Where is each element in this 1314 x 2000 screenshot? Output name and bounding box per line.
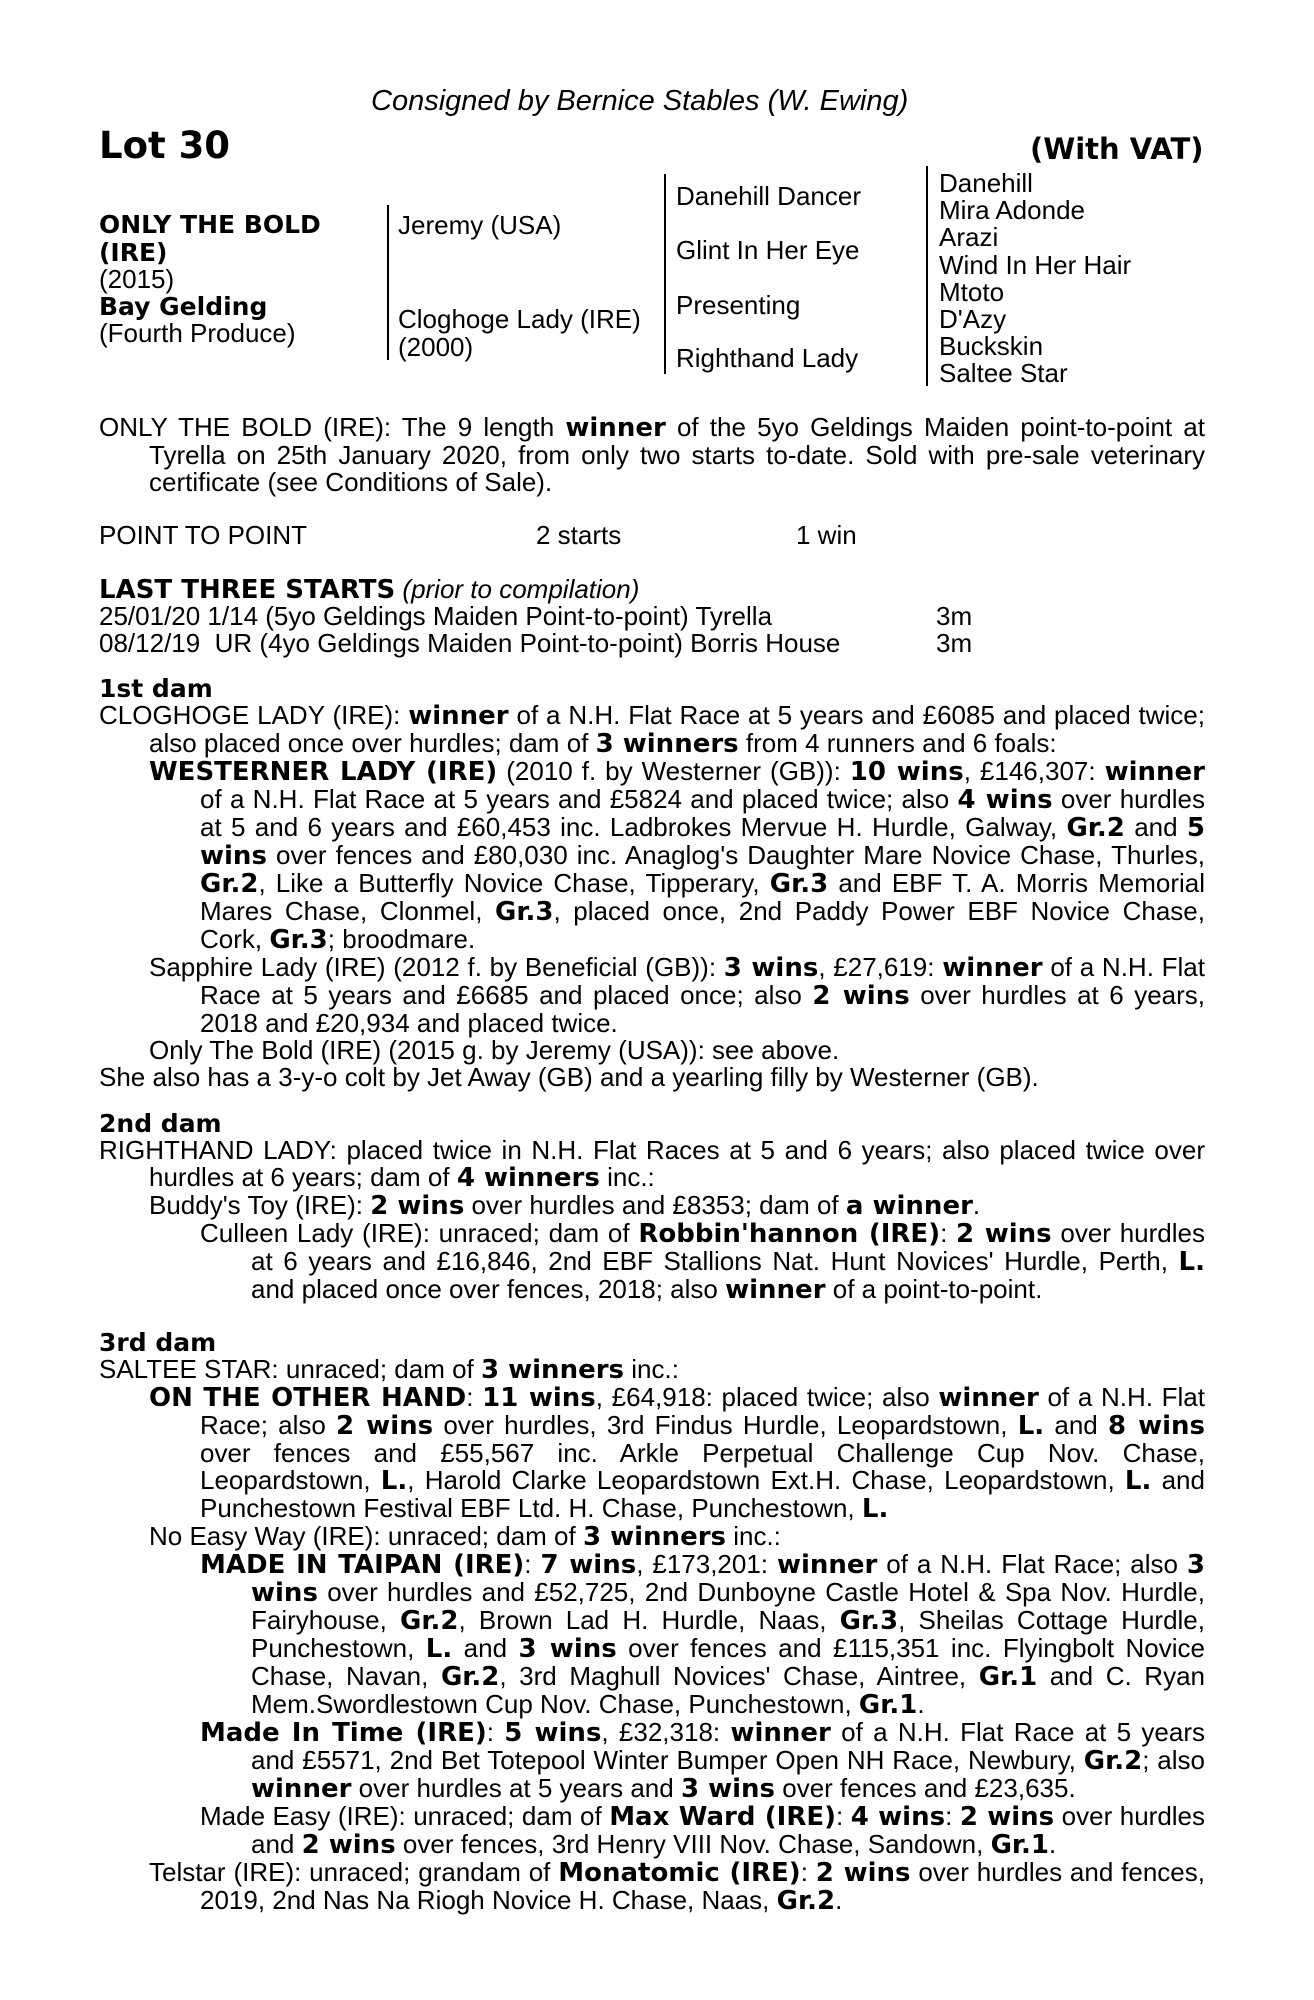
- third-dam-on-the-other-hand: ON THE OTHER HAND: 11 wins, £64,918: placed twice; also winner of a N.H. Flat Race; also 2 wins over hurdles, 3rd Findus Hurdle, Leopardstown, L. and 8 wins over fences and £55,567 inc. Arkle Perpetual Challenge Cup Nov. Chase, Leopardstown, L., Harold Clarke Leopardstown Ext.H. Chase, Leopardstown, L. and Punchestown Festival EBF Ltd. H. Chase, Punchestown, L.: [149, 1382, 1206, 1524]
- pedigree-gen3-1: Danehill: [939, 168, 1033, 198]
- record-starts: 2 starts: [536, 520, 622, 550]
- pedigree-sire: Jeremy (USA): [398, 210, 562, 240]
- record-label: POINT TO POINT: [99, 520, 308, 550]
- pedigree-gen3-2: Mira Adonde: [939, 195, 1085, 225]
- third-dam-made-in-time: Made In Time (IRE): 5 wins, £32,318: winner of a N.H. Flat Race at 5 years and £5571, 2nd Bet Totepool Winter Bumper Open NH Race, Newbury, Gr.2; also winner over hurdles at 5 years and 3 wins over fences and £23,635.: [200, 1717, 1205, 1804]
- pedigree-line-2: [664, 174, 666, 374]
- second-dam-intro: RIGHTHAND LADY: placed twice in N.H. Flat Races at 5 and 6 years; also placed twice over hurdles at 6 years; dam of 4 winners inc.:: [99, 1135, 1205, 1193]
- lot-number: Lot 30: [99, 124, 231, 167]
- second-dam-culleen-lady: Culleen Lady (IRE): unraced; dam of Robbin'hannon (IRE): 2 wins over hurdles at 6 years and £16,846, 2nd EBF Stallions Nat. Hunt Novices' Hurdle, Perth, L. and placed once over fences, 2018; also winner of a point-to-point.: [200, 1218, 1205, 1305]
- record-wins: 1 win: [796, 520, 857, 550]
- pedigree-dam-year: (2000): [398, 332, 474, 362]
- third-dam-section: [99, 1356, 1205, 1915]
- consigned-by: Consigned by Bernice Stables (W. Ewing): [371, 85, 909, 117]
- last-starts-heading: LAST THREE STARTS (prior to compilation): [99, 574, 640, 605]
- pedigree-sire-dam: Glint In Her Eye: [676, 235, 860, 265]
- first-dam-section: [99, 702, 1205, 1091]
- second-dam-heading: 2nd dam: [99, 1109, 222, 1138]
- pedigree-sire-sire: Danehill Dancer: [676, 181, 861, 211]
- pedigree-gen3-4: Wind In Her Hair: [939, 250, 1132, 280]
- third-dam-no-easy-way: No Easy Way (IRE): unraced; dam of 3 winners inc.:: [149, 1521, 781, 1552]
- pedigree-line-3: [926, 166, 928, 386]
- last-start-dist-2: 3m: [936, 628, 973, 658]
- last-start-dist-1: 3m: [936, 601, 973, 631]
- pedigree-gen3-8: Saltee Star: [939, 358, 1068, 388]
- first-dam-heading: 1st dam: [99, 674, 213, 703]
- pedigree-line-1: [387, 205, 389, 360]
- first-dam-progeny-3: Only The Bold (IRE) (2015 g. by Jeremy (USA)): see above.: [149, 1035, 840, 1065]
- horse-produce: (Fourth Produce): [99, 318, 296, 348]
- pedigree-gen3-6: D'Azy: [939, 304, 1007, 334]
- pedigree-gen3-3: Arazi: [939, 222, 999, 252]
- last-start-row-2: 08/12/19 UR (4yo Geldings Maiden Point-to-point) Borris House: [99, 628, 841, 658]
- pedigree-dam-dam: Righthand Lady: [676, 343, 859, 373]
- vat-note: (With VAT): [1030, 132, 1204, 166]
- third-dam-heading: 3rd dam: [99, 1328, 217, 1357]
- third-dam-intro: SALTEE STAR: unraced; dam of 3 winners inc.:: [99, 1354, 679, 1385]
- second-dam-section: [99, 1137, 1205, 1304]
- pedigree-dam: Cloghoge Lady (IRE): [398, 304, 641, 334]
- first-dam-progeny-1: WESTERNER LADY (IRE) (2010 f. by Westerner (GB)): 10 wins, £146,307: winner of a N.H. Flat Race at 5 years and £5824 and placed twice; also 4 wins over hurdles at 5 and 6 years and £60,453 inc. Ladbrokes Mervue H. Hurdle, Galway, Gr.2 and 5 wins over fences and £80,030 inc. Anaglog's Daughter Mare Novice Chase, Thurles, Gr.2, Like a Butterfly Novice Chase, Tipperary, Gr.3 and EBF T. A. Morris Memorial Mares Chase, Clonmel, Gr.3, placed once, 2nd Paddy Power EBF Novice Chase, Cork, Gr.3; broodmare.: [149, 756, 1206, 955]
- summary-paragraph: ONLY THE BOLD (IRE): The 9 length winner of the 5yo Geldings Maiden point-to-point at Tyrella on 25th January 2020, from only two starts to-date. Sold with pre-sale veterinary certificate (see Conditions of Sale).: [99, 412, 1205, 497]
- third-dam-made-in-taipan: MADE IN TAIPAN (IRE): 7 wins, £173,201: winner of a N.H. Flat Race; also 3 wins over hurdles and £52,725, 2nd Dunboyne Castle Hotel & Spa Nov. Hurdle, Fairyhouse, Gr.2, Brown Lad H. Hurdle, Naas, Gr.3, Sheilas Cottage Hurdle, Punchestown, L. and 3 wins over fences and £115,351 inc. Flyingbolt Novice Chase, Navan, Gr.2, 3rd Maghull Novices' Chase, Aintree, Gr.1 and C. Ryan Mem.Swordlestown Cup Nov. Chase, Punchestown, Gr.1.: [200, 1549, 1206, 1720]
- first-dam-progeny-2: Sapphire Lady (IRE) (2012 f. by Beneficial (GB)): 3 wins, £27,619: winner of a N.H. Flat Race at 5 years and £6685 and placed once; also 2 wins over hurdles at 6 years, 2018 and £20,934 and placed twice.: [149, 952, 1206, 1038]
- first-dam-intro: CLOGHOGE LADY (IRE): winner of a N.H. Flat Race at 5 years and £6085 and placed twice; also placed once over hurdles; dam of 3 winners from 4 runners and 6 foals:: [99, 700, 1205, 759]
- pedigree-gen3-5: Mtoto: [939, 277, 1005, 307]
- third-dam-telstar: Telstar (IRE): unraced; grandam of Monatomic (IRE): 2 wins over hurdles and fences, 2019, 2nd Nas Na Riogh Novice H. Chase, Naas, Gr.2.: [149, 1857, 1205, 1916]
- pedigree-gen3-7: Buckskin: [939, 331, 1044, 361]
- pedigree-dam-sire: Presenting: [676, 290, 801, 320]
- first-dam-also: She also has a 3-y-o colt by Jet Away (GB) and a yearling filly by Westerner (GB).: [99, 1062, 1039, 1092]
- third-dam-made-easy: Made Easy (IRE): unraced; dam of Max Ward (IRE): 4 wins: 2 wins over hurdles and 2 wins over fences, 3rd Henry VIII Nov. Chase, Sandown, Gr.1.: [200, 1801, 1206, 1860]
- second-dam-buddys-toy: Buddy's Toy (IRE): 2 wins over hurdles and £8353; dam of a winner.: [149, 1190, 981, 1221]
- horse-name: ONLY THE BOLD (IRE): [99, 210, 321, 267]
- last-start-row-1: 25/01/20 1/14 (5yo Geldings Maiden Point-to-point) Tyrella: [99, 601, 773, 631]
- horse-year: (2015): [99, 264, 175, 294]
- horse-sex: Bay Gelding: [99, 292, 268, 321]
- summary-winner: winner: [565, 413, 666, 443]
